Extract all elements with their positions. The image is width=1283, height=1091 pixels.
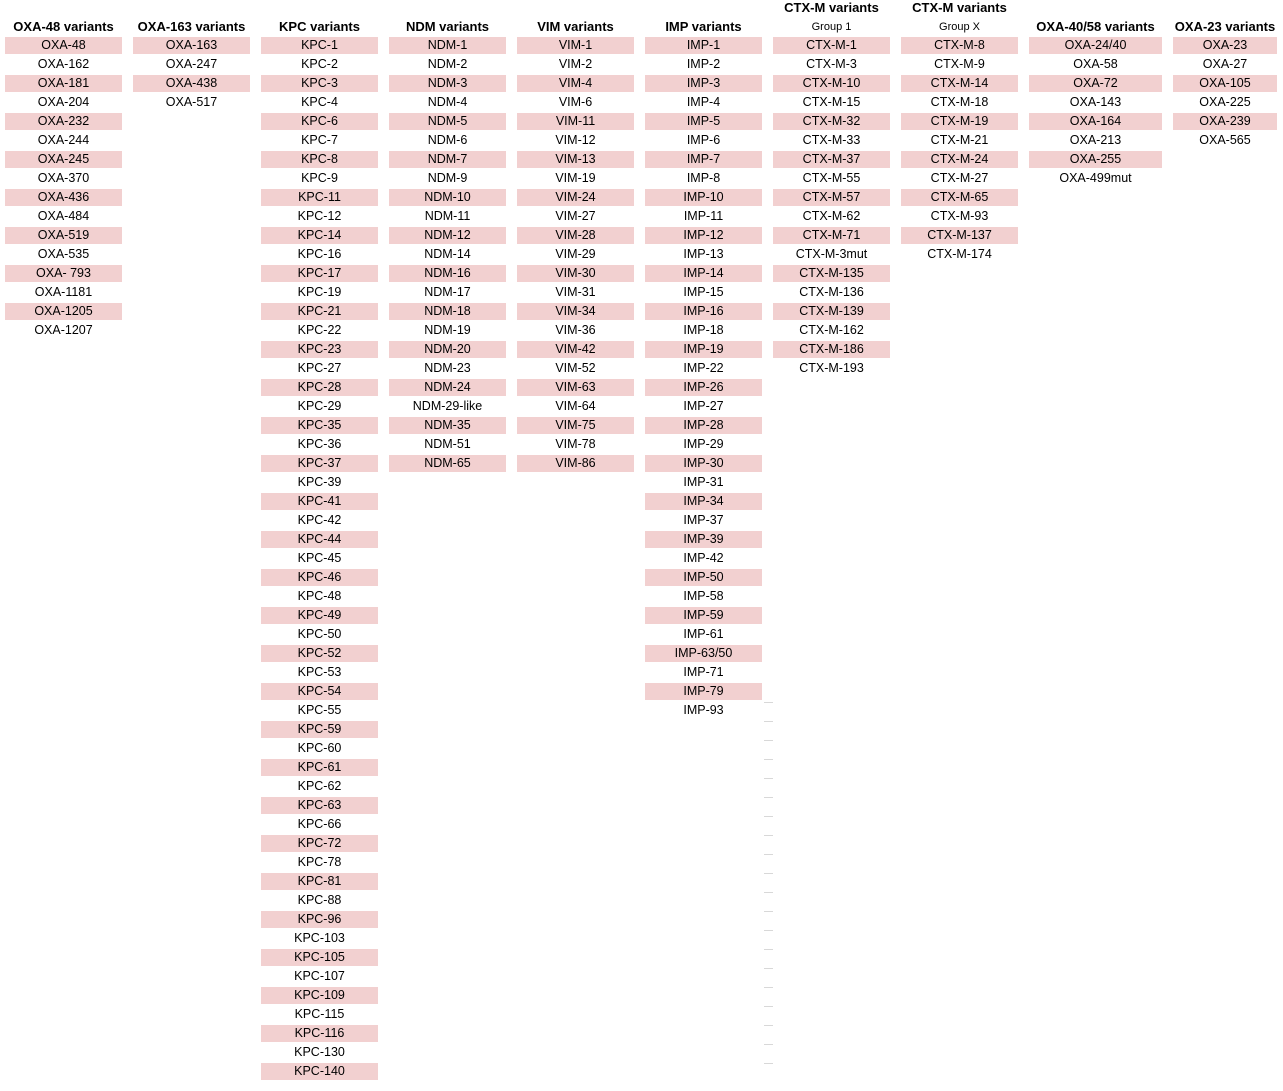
variant-cell: KPC-130 bbox=[294, 1045, 345, 1059]
variant-cell: KPC-21 bbox=[261, 303, 378, 320]
border-mark bbox=[764, 1025, 773, 1026]
variant-cell: OXA-244 bbox=[37, 133, 90, 147]
variant-cell: KPC-62 bbox=[297, 779, 342, 793]
variant-cell: KPC-116 bbox=[261, 1025, 378, 1042]
variant-cell: KPC-81 bbox=[261, 873, 378, 890]
variant-cell: IMP-79 bbox=[645, 683, 762, 700]
column-header: OXA-40/58 variants bbox=[1036, 19, 1155, 34]
variant-cell: CTX-M-8 bbox=[901, 37, 1018, 54]
variant-cell: IMP-28 bbox=[645, 417, 762, 434]
variant-cell: OXA-255 bbox=[1029, 151, 1162, 168]
variant-cell: KPC-55 bbox=[297, 703, 342, 717]
variant-cell: NDM-12 bbox=[389, 227, 506, 244]
variant-cell: IMP-16 bbox=[645, 303, 762, 320]
variant-cell: OXA-24/40 bbox=[1029, 37, 1162, 54]
variant-cell: KPC-22 bbox=[297, 323, 342, 337]
variant-cell: CTX-M-24 bbox=[901, 151, 1018, 168]
variant-cell: VIM-1 bbox=[517, 37, 634, 54]
variant-cell: KPC-35 bbox=[261, 417, 378, 434]
variant-cell: KPC-16 bbox=[297, 247, 342, 261]
variant-cell: KPC-7 bbox=[301, 133, 338, 147]
column-header: OXA-48 variants bbox=[13, 19, 114, 34]
border-mark bbox=[764, 740, 773, 741]
variant-cell: CTX-M-62 bbox=[802, 209, 861, 223]
variant-cell: VIM-36 bbox=[555, 323, 596, 337]
variant-cell: OXA-370 bbox=[37, 171, 90, 185]
variant-cell: NDM-35 bbox=[389, 417, 506, 434]
variant-cell: VIM-28 bbox=[517, 227, 634, 244]
column-cells bbox=[1173, 37, 1277, 151]
variant-cell: CTX-M-18 bbox=[930, 95, 989, 109]
variant-cell: NDM-3 bbox=[389, 75, 506, 92]
column-header: CTX-M variants bbox=[784, 0, 879, 15]
variant-cell: VIM-31 bbox=[555, 285, 596, 299]
variant-cell: IMP-11 bbox=[683, 209, 724, 223]
variant-cell: OXA- 793 bbox=[5, 265, 122, 282]
variant-cell: KPC-11 bbox=[261, 189, 378, 206]
column-header: VIM variants bbox=[537, 19, 614, 34]
border-mark bbox=[764, 759, 773, 760]
variant-cell: OXA-181 bbox=[5, 75, 122, 92]
variant-cell: VIM-64 bbox=[555, 399, 596, 413]
variant-cell: KPC-63 bbox=[261, 797, 378, 814]
variant-cell: OXA-58 bbox=[1073, 57, 1118, 71]
variant-cell: KPC-12 bbox=[297, 209, 342, 223]
variant-cell: OXA-436 bbox=[5, 189, 122, 206]
variant-cell: OXA-105 bbox=[1173, 75, 1277, 92]
variant-cell: IMP-19 bbox=[645, 341, 762, 358]
variant-cell: IMP-39 bbox=[645, 531, 762, 548]
variant-cell: VIM-52 bbox=[555, 361, 596, 375]
variant-cell: CTX-M-37 bbox=[773, 151, 890, 168]
variant-cell: VIM-13 bbox=[517, 151, 634, 168]
variant-cell: KPC-17 bbox=[261, 265, 378, 282]
variant-cell: KPC-49 bbox=[261, 607, 378, 624]
variant-cell: OXA-1207 bbox=[34, 323, 93, 337]
variant-cell: IMP-26 bbox=[645, 379, 762, 396]
variant-cell: VIM-42 bbox=[517, 341, 634, 358]
variant-cell: OXA-484 bbox=[37, 209, 90, 223]
variant-cell: OXA-438 bbox=[133, 75, 250, 92]
column-cells bbox=[517, 37, 634, 474]
column-cells bbox=[133, 37, 250, 113]
column-header: IMP variants bbox=[665, 19, 742, 34]
column-cells bbox=[1029, 37, 1162, 189]
variant-cell: CTX-M-162 bbox=[799, 323, 864, 337]
variant-cell: IMP-22 bbox=[683, 361, 724, 375]
variant-cell: OXA-565 bbox=[1199, 133, 1251, 147]
variant-cell: IMP-4 bbox=[686, 95, 721, 109]
variant-cell: IMP-29 bbox=[683, 437, 724, 451]
border-mark bbox=[764, 835, 773, 836]
variant-cell: OXA-27 bbox=[1202, 57, 1248, 71]
variant-cell: VIM-27 bbox=[555, 209, 596, 223]
variant-cell: IMP-10 bbox=[645, 189, 762, 206]
variant-cell: OXA-225 bbox=[1199, 95, 1251, 109]
variant-cell: VIM-75 bbox=[517, 417, 634, 434]
variant-cell: NDM-2 bbox=[427, 57, 468, 71]
border-mark bbox=[764, 968, 773, 969]
border-mark bbox=[764, 1006, 773, 1007]
variant-cell: CTX-M-3mut bbox=[795, 247, 868, 261]
variant-cell: OXA-48 bbox=[5, 37, 122, 54]
variant-cell: CTX-M-57 bbox=[773, 189, 890, 206]
border-mark bbox=[764, 854, 773, 855]
variant-cell: KPC-72 bbox=[261, 835, 378, 852]
variant-cell: KPC-96 bbox=[261, 911, 378, 928]
border-mark bbox=[764, 816, 773, 817]
variant-cell: NDM-18 bbox=[389, 303, 506, 320]
variant-cell: IMP-93 bbox=[683, 703, 724, 717]
border-mark bbox=[764, 873, 773, 874]
variant-cell: VIM-63 bbox=[517, 379, 634, 396]
variant-cell: NDM-1 bbox=[389, 37, 506, 54]
column-header: KPC variants bbox=[279, 19, 360, 34]
variant-cell: KPC-50 bbox=[297, 627, 342, 641]
variant-cell: KPC-42 bbox=[297, 513, 342, 527]
variant-cell: KPC-6 bbox=[261, 113, 378, 130]
variant-cell: KPC-29 bbox=[297, 399, 342, 413]
variant-cell: KPC-61 bbox=[261, 759, 378, 776]
column-cells bbox=[773, 37, 890, 379]
border-mark bbox=[764, 702, 773, 703]
variant-cell: KPC-109 bbox=[261, 987, 378, 1004]
variant-cell: CTX-M-93 bbox=[930, 209, 989, 223]
variant-cell: OXA-519 bbox=[5, 227, 122, 244]
variant-cell: IMP-71 bbox=[683, 665, 724, 679]
variant-cell: KPC-48 bbox=[297, 589, 342, 603]
variant-cell: KPC-52 bbox=[261, 645, 378, 662]
border-mark bbox=[764, 911, 773, 912]
variant-cell: CTX-M-3 bbox=[806, 57, 857, 71]
variant-cell: IMP-59 bbox=[645, 607, 762, 624]
variant-cell: OXA-204 bbox=[37, 95, 90, 109]
column-header: OXA-23 variants bbox=[1174, 19, 1276, 34]
variant-cell: KPC-41 bbox=[261, 493, 378, 510]
variant-cell: KPC-4 bbox=[301, 95, 338, 109]
variant-cell: CTX-M-65 bbox=[901, 189, 1018, 206]
column-cells bbox=[901, 37, 1018, 265]
variant-cell: NDM-14 bbox=[424, 247, 471, 261]
variant-cell: OXA-164 bbox=[1029, 113, 1162, 130]
variant-cell: NDM-23 bbox=[424, 361, 471, 375]
variant-cell: IMP-12 bbox=[645, 227, 762, 244]
variant-cell: CTX-M-136 bbox=[799, 285, 864, 299]
column-header: CTX-M variants bbox=[912, 0, 1007, 15]
variant-cell: OXA-499mut bbox=[1059, 171, 1132, 185]
variant-cell: KPC-36 bbox=[297, 437, 342, 451]
border-mark bbox=[764, 1044, 773, 1045]
column-cells bbox=[261, 37, 378, 1082]
variant-cell: VIM-34 bbox=[517, 303, 634, 320]
variant-cell: CTX-M-27 bbox=[930, 171, 989, 185]
variant-cell: NDM-4 bbox=[427, 95, 468, 109]
variant-cell: KPC-9 bbox=[301, 171, 338, 185]
variant-cell: KPC-23 bbox=[261, 341, 378, 358]
variant-cell: OXA-143 bbox=[1069, 95, 1122, 109]
variant-cell: KPC-78 bbox=[297, 855, 342, 869]
column-cells bbox=[645, 37, 762, 721]
border-mark bbox=[764, 1063, 773, 1064]
variant-cell: VIM-12 bbox=[555, 133, 596, 147]
variant-cell: CTX-M-10 bbox=[773, 75, 890, 92]
variant-cell: CTX-M-137 bbox=[901, 227, 1018, 244]
variant-cell: NDM-29-like bbox=[412, 399, 483, 413]
variant-cell: OXA-213 bbox=[1069, 133, 1122, 147]
variant-cell: CTX-M-174 bbox=[927, 247, 992, 261]
variant-cell: VIM-86 bbox=[517, 455, 634, 472]
variant-cell: OXA-163 bbox=[133, 37, 250, 54]
variant-cell: CTX-M-9 bbox=[934, 57, 985, 71]
variant-cell: IMP-8 bbox=[686, 171, 721, 185]
variant-cell: CTX-M-55 bbox=[802, 171, 861, 185]
variant-cell: KPC-8 bbox=[261, 151, 378, 168]
variant-cell: IMP-7 bbox=[645, 151, 762, 168]
variant-cell: VIM-30 bbox=[517, 265, 634, 282]
variant-cell: IMP-27 bbox=[683, 399, 724, 413]
variant-cell: OXA-535 bbox=[37, 247, 90, 261]
variant-cell: IMP-2 bbox=[686, 57, 721, 71]
variant-cell: CTX-M-71 bbox=[773, 227, 890, 244]
variant-cell: IMP-50 bbox=[645, 569, 762, 586]
variant-cell: KPC-59 bbox=[261, 721, 378, 738]
variant-cell: CTX-M-135 bbox=[773, 265, 890, 282]
column-cells bbox=[5, 37, 122, 341]
variant-cell: VIM-11 bbox=[517, 113, 634, 130]
border-mark bbox=[764, 949, 773, 950]
variant-cell: NDM-6 bbox=[427, 133, 468, 147]
variant-cell: KPC-1 bbox=[261, 37, 378, 54]
variant-cell: VIM-19 bbox=[555, 171, 596, 185]
variant-cell: KPC-14 bbox=[261, 227, 378, 244]
variant-cell: CTX-M-33 bbox=[802, 133, 861, 147]
column-subheader: Group X bbox=[939, 21, 980, 33]
variant-cell: OXA-1205 bbox=[5, 303, 122, 320]
variant-cell: OXA-72 bbox=[1029, 75, 1162, 92]
variant-cell: KPC-103 bbox=[294, 931, 345, 945]
variant-cell: NDM-20 bbox=[389, 341, 506, 358]
variant-cell: NDM-9 bbox=[427, 171, 468, 185]
variant-cell: IMP-34 bbox=[645, 493, 762, 510]
variant-cell: IMP-3 bbox=[645, 75, 762, 92]
variant-cell: KPC-140 bbox=[261, 1063, 378, 1080]
variant-cell: KPC-19 bbox=[297, 285, 342, 299]
variant-cell: NDM-10 bbox=[389, 189, 506, 206]
variant-cell: KPC-45 bbox=[297, 551, 342, 565]
variant-cell: VIM-2 bbox=[558, 57, 593, 71]
variant-cell: IMP-5 bbox=[645, 113, 762, 130]
variant-cell: KPC-54 bbox=[261, 683, 378, 700]
variant-cell: OXA-162 bbox=[37, 57, 90, 71]
variant-cell: NDM-5 bbox=[389, 113, 506, 130]
variant-cell: CTX-M-19 bbox=[901, 113, 1018, 130]
variant-cell: CTX-M-15 bbox=[802, 95, 861, 109]
variant-cell: KPC-66 bbox=[297, 817, 342, 831]
variant-cell: NDM-19 bbox=[424, 323, 471, 337]
variant-cell: NDM-51 bbox=[424, 437, 471, 451]
variant-cell: IMP-14 bbox=[645, 265, 762, 282]
variant-cell: KPC-107 bbox=[294, 969, 345, 983]
variant-cell: OXA-239 bbox=[1173, 113, 1277, 130]
variant-cell: KPC-28 bbox=[261, 379, 378, 396]
variant-cell: IMP-61 bbox=[683, 627, 724, 641]
variant-cell: KPC-46 bbox=[261, 569, 378, 586]
column-cells bbox=[389, 37, 506, 474]
variant-cell: NDM-11 bbox=[424, 209, 471, 223]
variant-cell: NDM-24 bbox=[389, 379, 506, 396]
variant-cell: IMP-37 bbox=[683, 513, 724, 527]
border-mark bbox=[764, 778, 773, 779]
variant-cell: VIM-4 bbox=[517, 75, 634, 92]
variant-cell: OXA-1181 bbox=[34, 285, 93, 299]
variant-cell: VIM-24 bbox=[517, 189, 634, 206]
variant-cell: IMP-1 bbox=[645, 37, 762, 54]
variant-cell: NDM-17 bbox=[424, 285, 471, 299]
variant-cell: KPC-2 bbox=[301, 57, 338, 71]
border-mark bbox=[764, 892, 773, 893]
variant-cell: CTX-M-14 bbox=[901, 75, 1018, 92]
variant-cell: VIM-29 bbox=[555, 247, 596, 261]
variant-cell: NDM-65 bbox=[389, 455, 506, 472]
variant-cell: IMP-31 bbox=[683, 475, 724, 489]
variant-cell: KPC-3 bbox=[261, 75, 378, 92]
column-subheader: Group 1 bbox=[811, 21, 852, 33]
cell-border-marks bbox=[764, 702, 773, 1082]
variant-cell: NDM-7 bbox=[389, 151, 506, 168]
variant-cell: IMP-6 bbox=[686, 133, 721, 147]
variant-cell: KPC-39 bbox=[297, 475, 342, 489]
variant-cell: IMP-58 bbox=[683, 589, 724, 603]
variant-cell: IMP-18 bbox=[683, 323, 724, 337]
variant-cell: KPC-44 bbox=[261, 531, 378, 548]
border-mark bbox=[764, 987, 773, 988]
border-mark bbox=[764, 797, 773, 798]
variant-cell: CTX-M-21 bbox=[930, 133, 989, 147]
variant-cell: CTX-M-1 bbox=[773, 37, 890, 54]
variant-cell: KPC-53 bbox=[297, 665, 342, 679]
variant-cell: OXA-247 bbox=[165, 57, 218, 71]
variant-cell: IMP-15 bbox=[683, 285, 724, 299]
variant-cell: IMP-42 bbox=[683, 551, 724, 565]
border-mark bbox=[764, 721, 773, 722]
variant-cell: CTX-M-32 bbox=[773, 113, 890, 130]
variant-cell: KPC-60 bbox=[297, 741, 342, 755]
column-header: NDM variants bbox=[405, 19, 490, 34]
variant-cell: VIM-6 bbox=[558, 95, 593, 109]
variant-cell: KPC-37 bbox=[261, 455, 378, 472]
variant-cell: KPC-105 bbox=[261, 949, 378, 966]
variant-cell: CTX-M-186 bbox=[773, 341, 890, 358]
variant-cell: IMP-13 bbox=[683, 247, 724, 261]
variant-cell: KPC-88 bbox=[297, 893, 342, 907]
variant-cell: KPC-115 bbox=[294, 1007, 345, 1021]
variant-cell: OXA-232 bbox=[5, 113, 122, 130]
variant-cell: CTX-M-139 bbox=[773, 303, 890, 320]
variant-cell: KPC-27 bbox=[297, 361, 342, 375]
variant-cell: OXA-23 bbox=[1173, 37, 1277, 54]
variant-cell: IMP-30 bbox=[645, 455, 762, 472]
variant-cell: NDM-16 bbox=[389, 265, 506, 282]
border-mark bbox=[764, 930, 773, 931]
column-header: OXA-163 variants bbox=[137, 19, 246, 34]
variant-cell: VIM-78 bbox=[555, 437, 596, 451]
variant-cell: OXA-245 bbox=[5, 151, 122, 168]
variant-cell: OXA-517 bbox=[165, 95, 218, 109]
variant-cell: IMP-63/50 bbox=[645, 645, 762, 662]
variant-cell: CTX-M-193 bbox=[799, 361, 864, 375]
